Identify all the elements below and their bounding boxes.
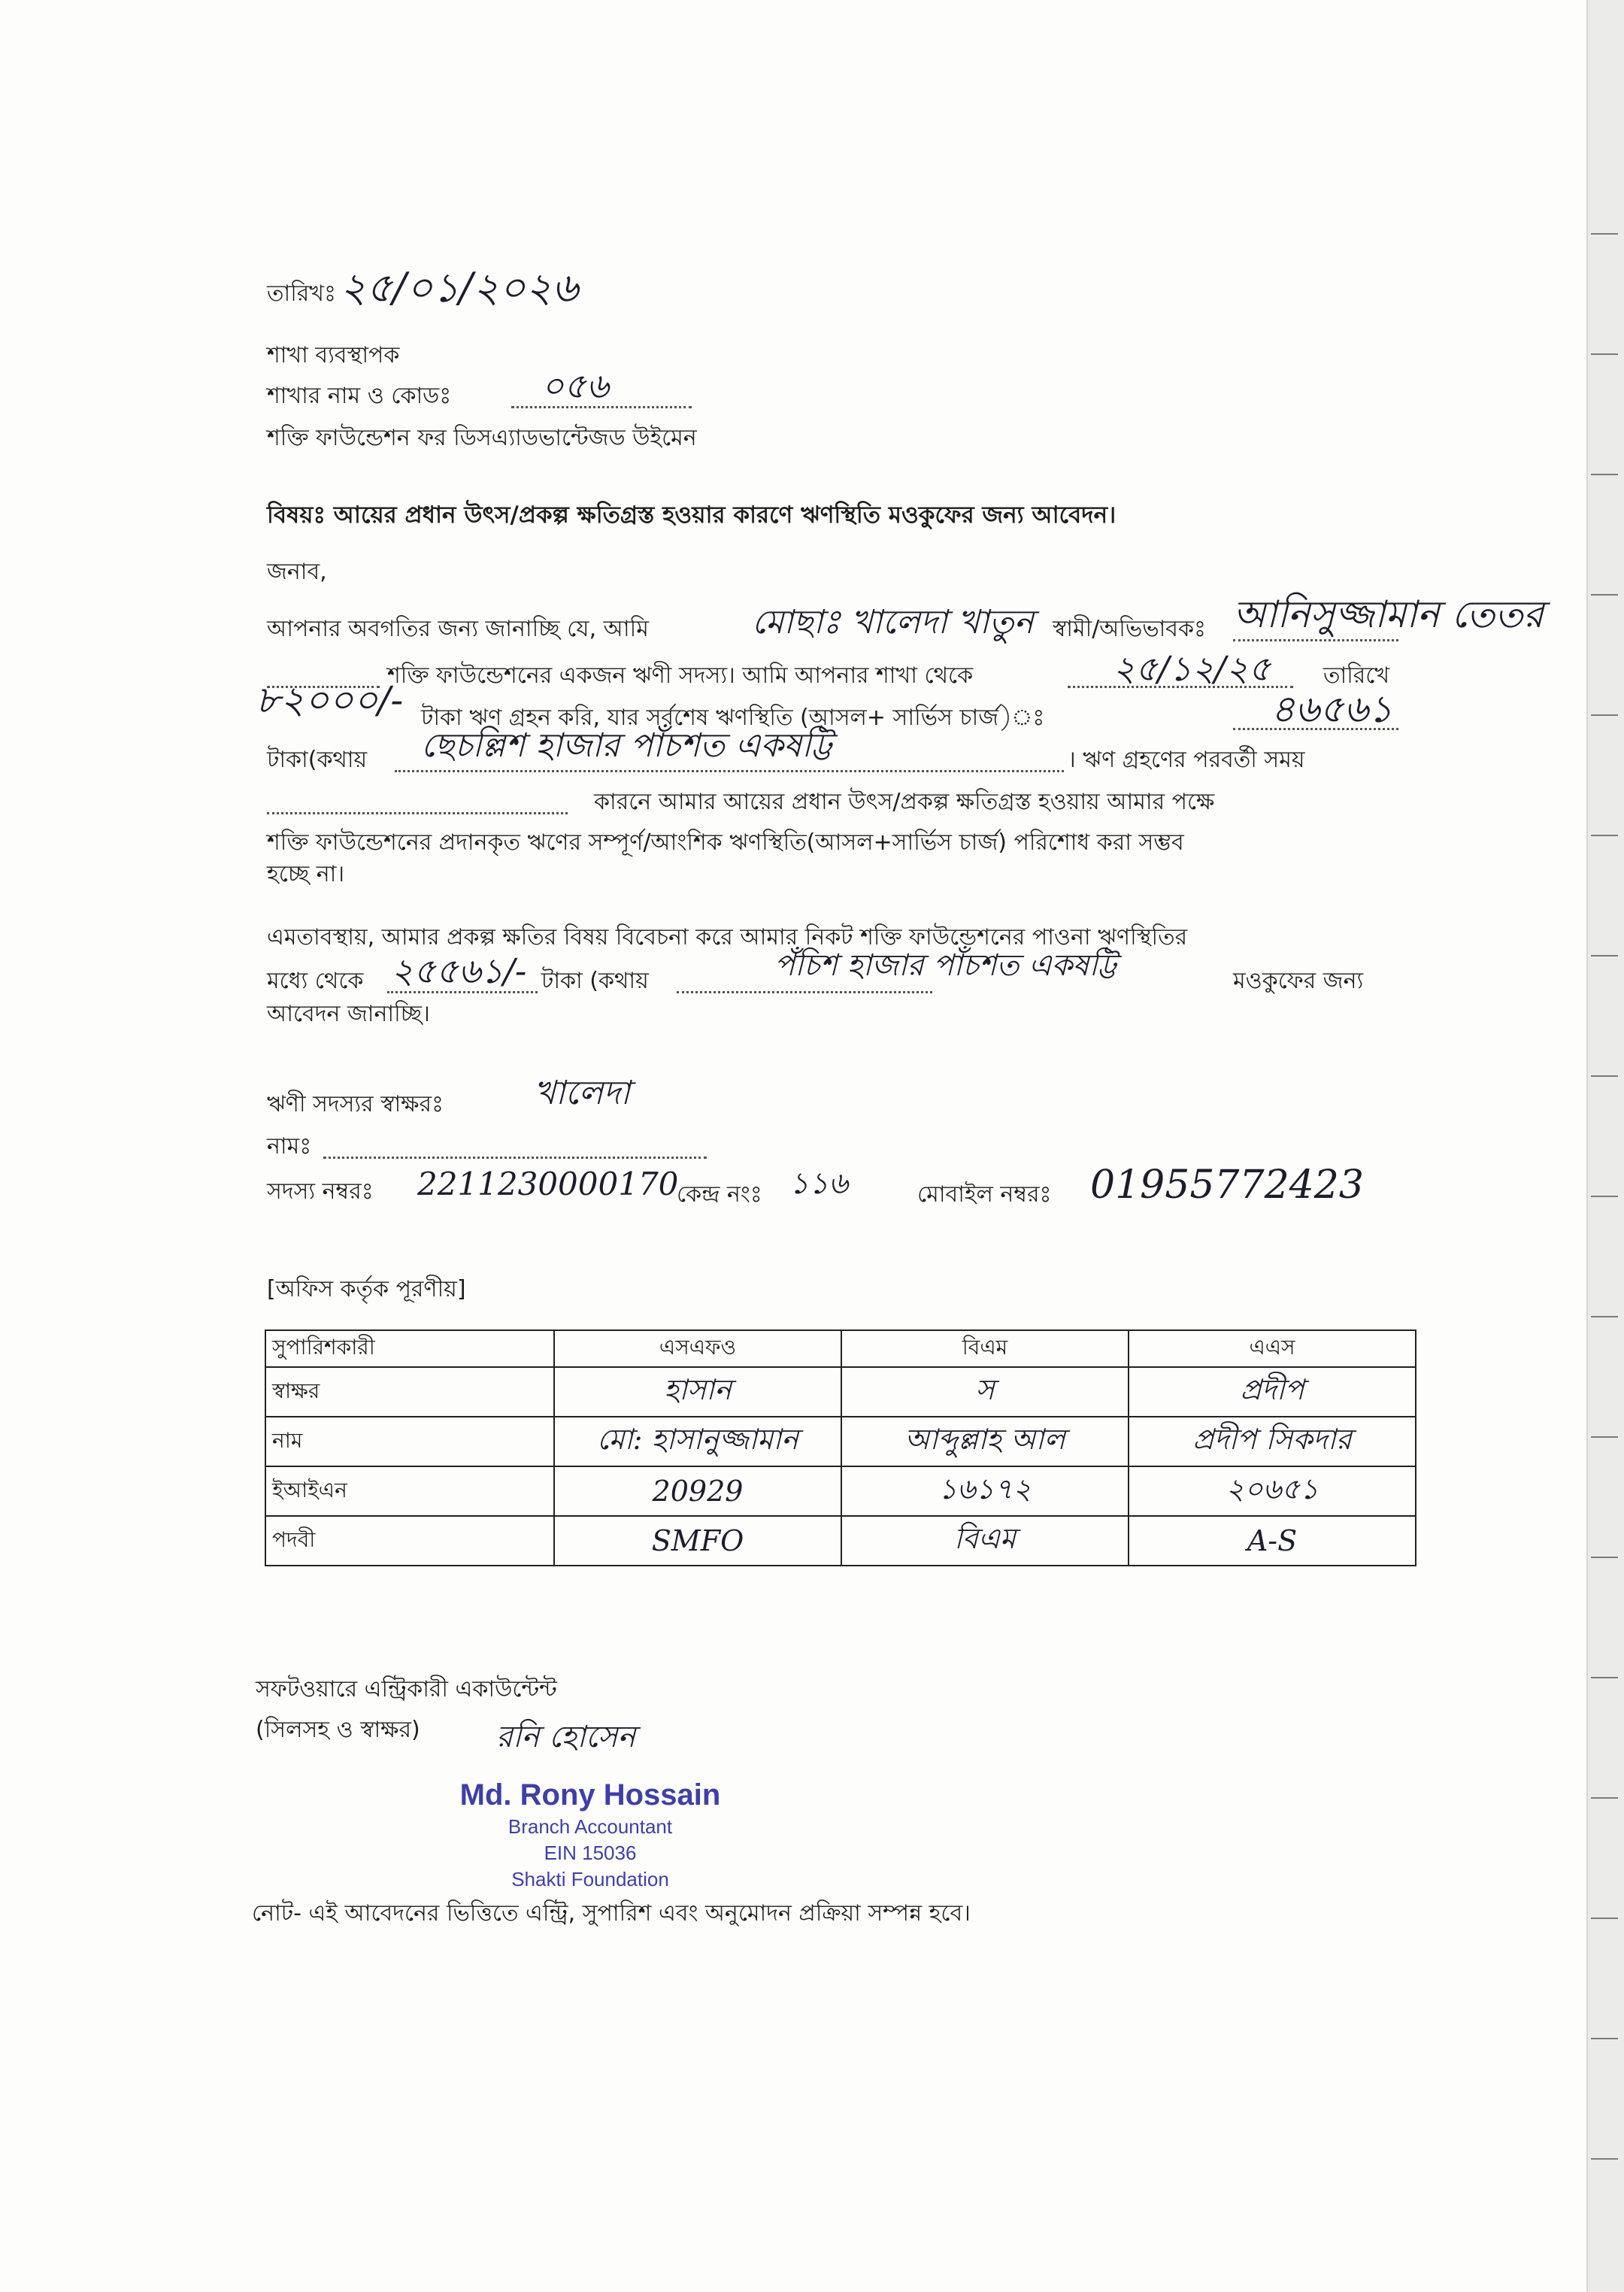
- addressee-title: শাখা ব্যবস্থাপক: [267, 342, 400, 368]
- accountant-label: সফটওয়ারে এন্ট্রিকারী একাউন্টেন্ট: [256, 1676, 557, 1702]
- accountant-signature: রনি হোসেন: [496, 1720, 636, 1754]
- balance-words-dotted-line: [395, 770, 1064, 772]
- table-header-cell: সুপারিশকারী: [265, 1330, 554, 1367]
- member-number-label: সদস্য নম্বরঃ: [267, 1178, 374, 1205]
- para2-line2-mid: টাকা (কথায়: [541, 968, 649, 994]
- para2-line2-end: মওকুফের জন্য: [1233, 968, 1364, 994]
- para1-line5-text: কারনে আমার আয়ের প্রধান উৎস/প্রকল্প ক্ষতিগ্রস্ত হওয়ায় আমার পক্ষে: [594, 789, 1215, 815]
- table-row: [265, 1367, 1416, 1417]
- row-label: স্বাক্ষর: [265, 1367, 554, 1417]
- edge-line: [1591, 2158, 1618, 2160]
- edge-line: [1591, 233, 1618, 235]
- row-label: পদবী: [265, 1516, 554, 1566]
- branch-code: ০৫৬: [541, 365, 609, 406]
- table-cell: ১৬১৭২: [938, 1472, 1032, 1505]
- waive-amount: ২৫৫৬১/-: [391, 950, 527, 991]
- table-cell: প্রদীপ: [1240, 1373, 1304, 1406]
- para1-line3-text: টাকা ঋণ গ্রহন করি, যার সর্বশেষ ঋণস্থিতি (আসল+ সার্ভিস চার্জ)ঃ: [421, 705, 1045, 731]
- waive-amount-dotted-line: [387, 991, 538, 993]
- office-heading: [অফিস কর্তৃক পূরণীয়]: [267, 1276, 466, 1302]
- member-name-dotted-line: [323, 1157, 707, 1159]
- table-cell: বিএম: [953, 1522, 1017, 1555]
- table-header-cell: এএস: [1129, 1330, 1416, 1367]
- table-row: [265, 1466, 1416, 1516]
- waive-words-dotted-line: [677, 991, 932, 993]
- edge-line: [1591, 1075, 1618, 1077]
- stamp-title: Branch Accountant: [508, 1815, 673, 1838]
- loan-date: ২৫/১২/২৫: [1113, 648, 1271, 689]
- guardian-label: স্বামী/অভিভাবকঃ: [1053, 616, 1206, 642]
- edge-line: [1591, 1196, 1618, 1197]
- table-row: [265, 1330, 1416, 1367]
- guardian-name: আনিসুজ্জামান তেতর: [1233, 593, 1544, 636]
- salutation: জনাব,: [267, 559, 327, 585]
- para1-line6-text: শক্তি ফাউন্ডেশনের প্রদানকৃত ঋণের সম্পূর্ণ/আংশিক ঋণস্থিতি(আসল+সার্ভিস চার্জ) পরিশোধ করা সম্ভব: [267, 829, 1184, 856]
- edge-line: [1591, 2038, 1618, 2039]
- reason-dotted-line: [267, 812, 568, 814]
- table-row: [265, 1417, 1416, 1466]
- table-cell: হাসান: [664, 1373, 732, 1406]
- edge-line: [1591, 714, 1618, 716]
- table-cell: ২০৬৫১: [1226, 1472, 1319, 1505]
- edge-line: [1591, 1557, 1618, 1558]
- para1-line2-end: তারিখে: [1323, 662, 1390, 689]
- accountant-stamp: [440, 1778, 741, 1891]
- table-header-cell: এসএফও: [554, 1330, 841, 1367]
- para1-line4-start: টাকা(কথায়: [267, 747, 368, 773]
- edge-line: [1591, 353, 1618, 355]
- table-cell: আব্দুল্লাহ আল: [904, 1423, 1065, 1456]
- para1-line7-text: হচ্ছে না।: [267, 861, 345, 887]
- mobile-label: মোবাইল নম্বরঃ: [917, 1181, 1052, 1208]
- branch-dotted-line: [511, 406, 692, 408]
- member-signature-label: ঋণী সদস্যর স্বাক্ষরঃ: [267, 1091, 444, 1117]
- table-header-cell: বিএম: [841, 1330, 1129, 1367]
- stamp-name: Md. Rony Hossain: [459, 1778, 721, 1811]
- center-number-label: কেন্দ্র নংঃ: [677, 1181, 762, 1208]
- para1-line4-end: । ঋণ গ্রহণের পরবর্তী সময়: [1068, 747, 1305, 773]
- para1-line1-start: আপনার অবগতির জন্য জানাচ্ছি যে, আমি: [267, 616, 649, 642]
- edge-line: [1591, 955, 1618, 957]
- para2-line2-start: মধ্যে থেকে: [267, 968, 364, 994]
- table-cell: A-S: [1247, 1524, 1298, 1557]
- balance-in-words: ছেচল্লিশ হাজার পাঁচশত একষট্টি: [421, 726, 832, 765]
- center-number: ১১৬: [789, 1166, 848, 1201]
- table-row: [265, 1516, 1416, 1566]
- edge-line: [1591, 474, 1618, 475]
- mobile-number: 01955772423: [1090, 1163, 1364, 1208]
- table-cell: মো: হাসানুজ্জামান: [597, 1423, 798, 1456]
- edge-line: [1591, 1797, 1618, 1799]
- edge-line: [1591, 835, 1618, 836]
- row-label: ইআইএন: [265, 1466, 554, 1516]
- guardian-dotted-line: [1233, 639, 1398, 641]
- note: নোট- এই আবেদনের ভিত্তিতে এন্ট্রি, সুপারিশ এবং অনুমোদন প্রক্রিয়া সম্পন্ন হবে।: [252, 1900, 971, 1927]
- row-label: নাম: [265, 1417, 554, 1466]
- date-value: ২৫/০১/২০২৬: [340, 264, 579, 311]
- edge-line: [1591, 1316, 1618, 1317]
- table-cell: স: [975, 1373, 995, 1406]
- para1-line2-text: শক্তি ফাউন্ডেশনের একজন ঋণী সদস্য। আমি আপনার শাখা থেকে: [387, 662, 974, 689]
- member-signature: খালেদা: [534, 1074, 630, 1112]
- recommendation-table: [265, 1329, 1416, 1566]
- para2-line3-text: আবেদন জানাচ্ছি।: [267, 1001, 430, 1027]
- table-cell: 20929: [652, 1475, 744, 1508]
- loan-amount: ৮২০০০/-: [256, 678, 404, 722]
- accountant-seal-label: (সিলসহ ও স্বাক্ষর): [256, 1717, 420, 1743]
- edge-line: [1591, 594, 1618, 596]
- waive-amount-in-words: পঁচিশ হাজার পাঁচশত একষট্টি: [774, 948, 1117, 983]
- loan-balance: ৪৬৫৬১: [1271, 687, 1393, 731]
- member-name-label: নামঃ: [267, 1133, 312, 1160]
- notebook-edge: [1588, 0, 1624, 2292]
- table-cell: প্রদীপ সিকদার: [1192, 1423, 1352, 1456]
- para2-line1-text: এমতাবস্থায়, আমার প্রকল্প ক্ষতির বিষয় বিবেচনা করে আমার নিকট শক্তি ফাউন্ডেশনের পাওনা ঋণস্থিতির: [267, 924, 1188, 950]
- stamp-ein: EIN 15036: [544, 1842, 637, 1864]
- stamp-organization: Shakti Foundation: [511, 1868, 669, 1890]
- edge-line: [1591, 1677, 1618, 1678]
- applicant-name: মোছাঃ খালেদা খাতুন: [752, 603, 1034, 641]
- member-number: 2211230000170: [417, 1166, 679, 1202]
- branch-label: শাখার নাম ও কোডঃ: [267, 383, 452, 409]
- edge-line: [1591, 1918, 1618, 1919]
- organization-name: শক্তি ফাউন্ডেশন ফর ডিসএ্যাডভান্টেজড উইমেন: [267, 425, 697, 451]
- subject: বিষয়ঃ আয়ের প্রধান উৎস/প্রকল্প ক্ষতিগ্রস্ত হওয়ার কারণে ঋণস্থিতি মওকুফের জন্য আবেদন।: [267, 502, 1116, 529]
- edge-line: [1591, 1436, 1618, 1438]
- table-cell: SMFO: [651, 1524, 744, 1557]
- date-label: তারিখঃ: [267, 280, 336, 307]
